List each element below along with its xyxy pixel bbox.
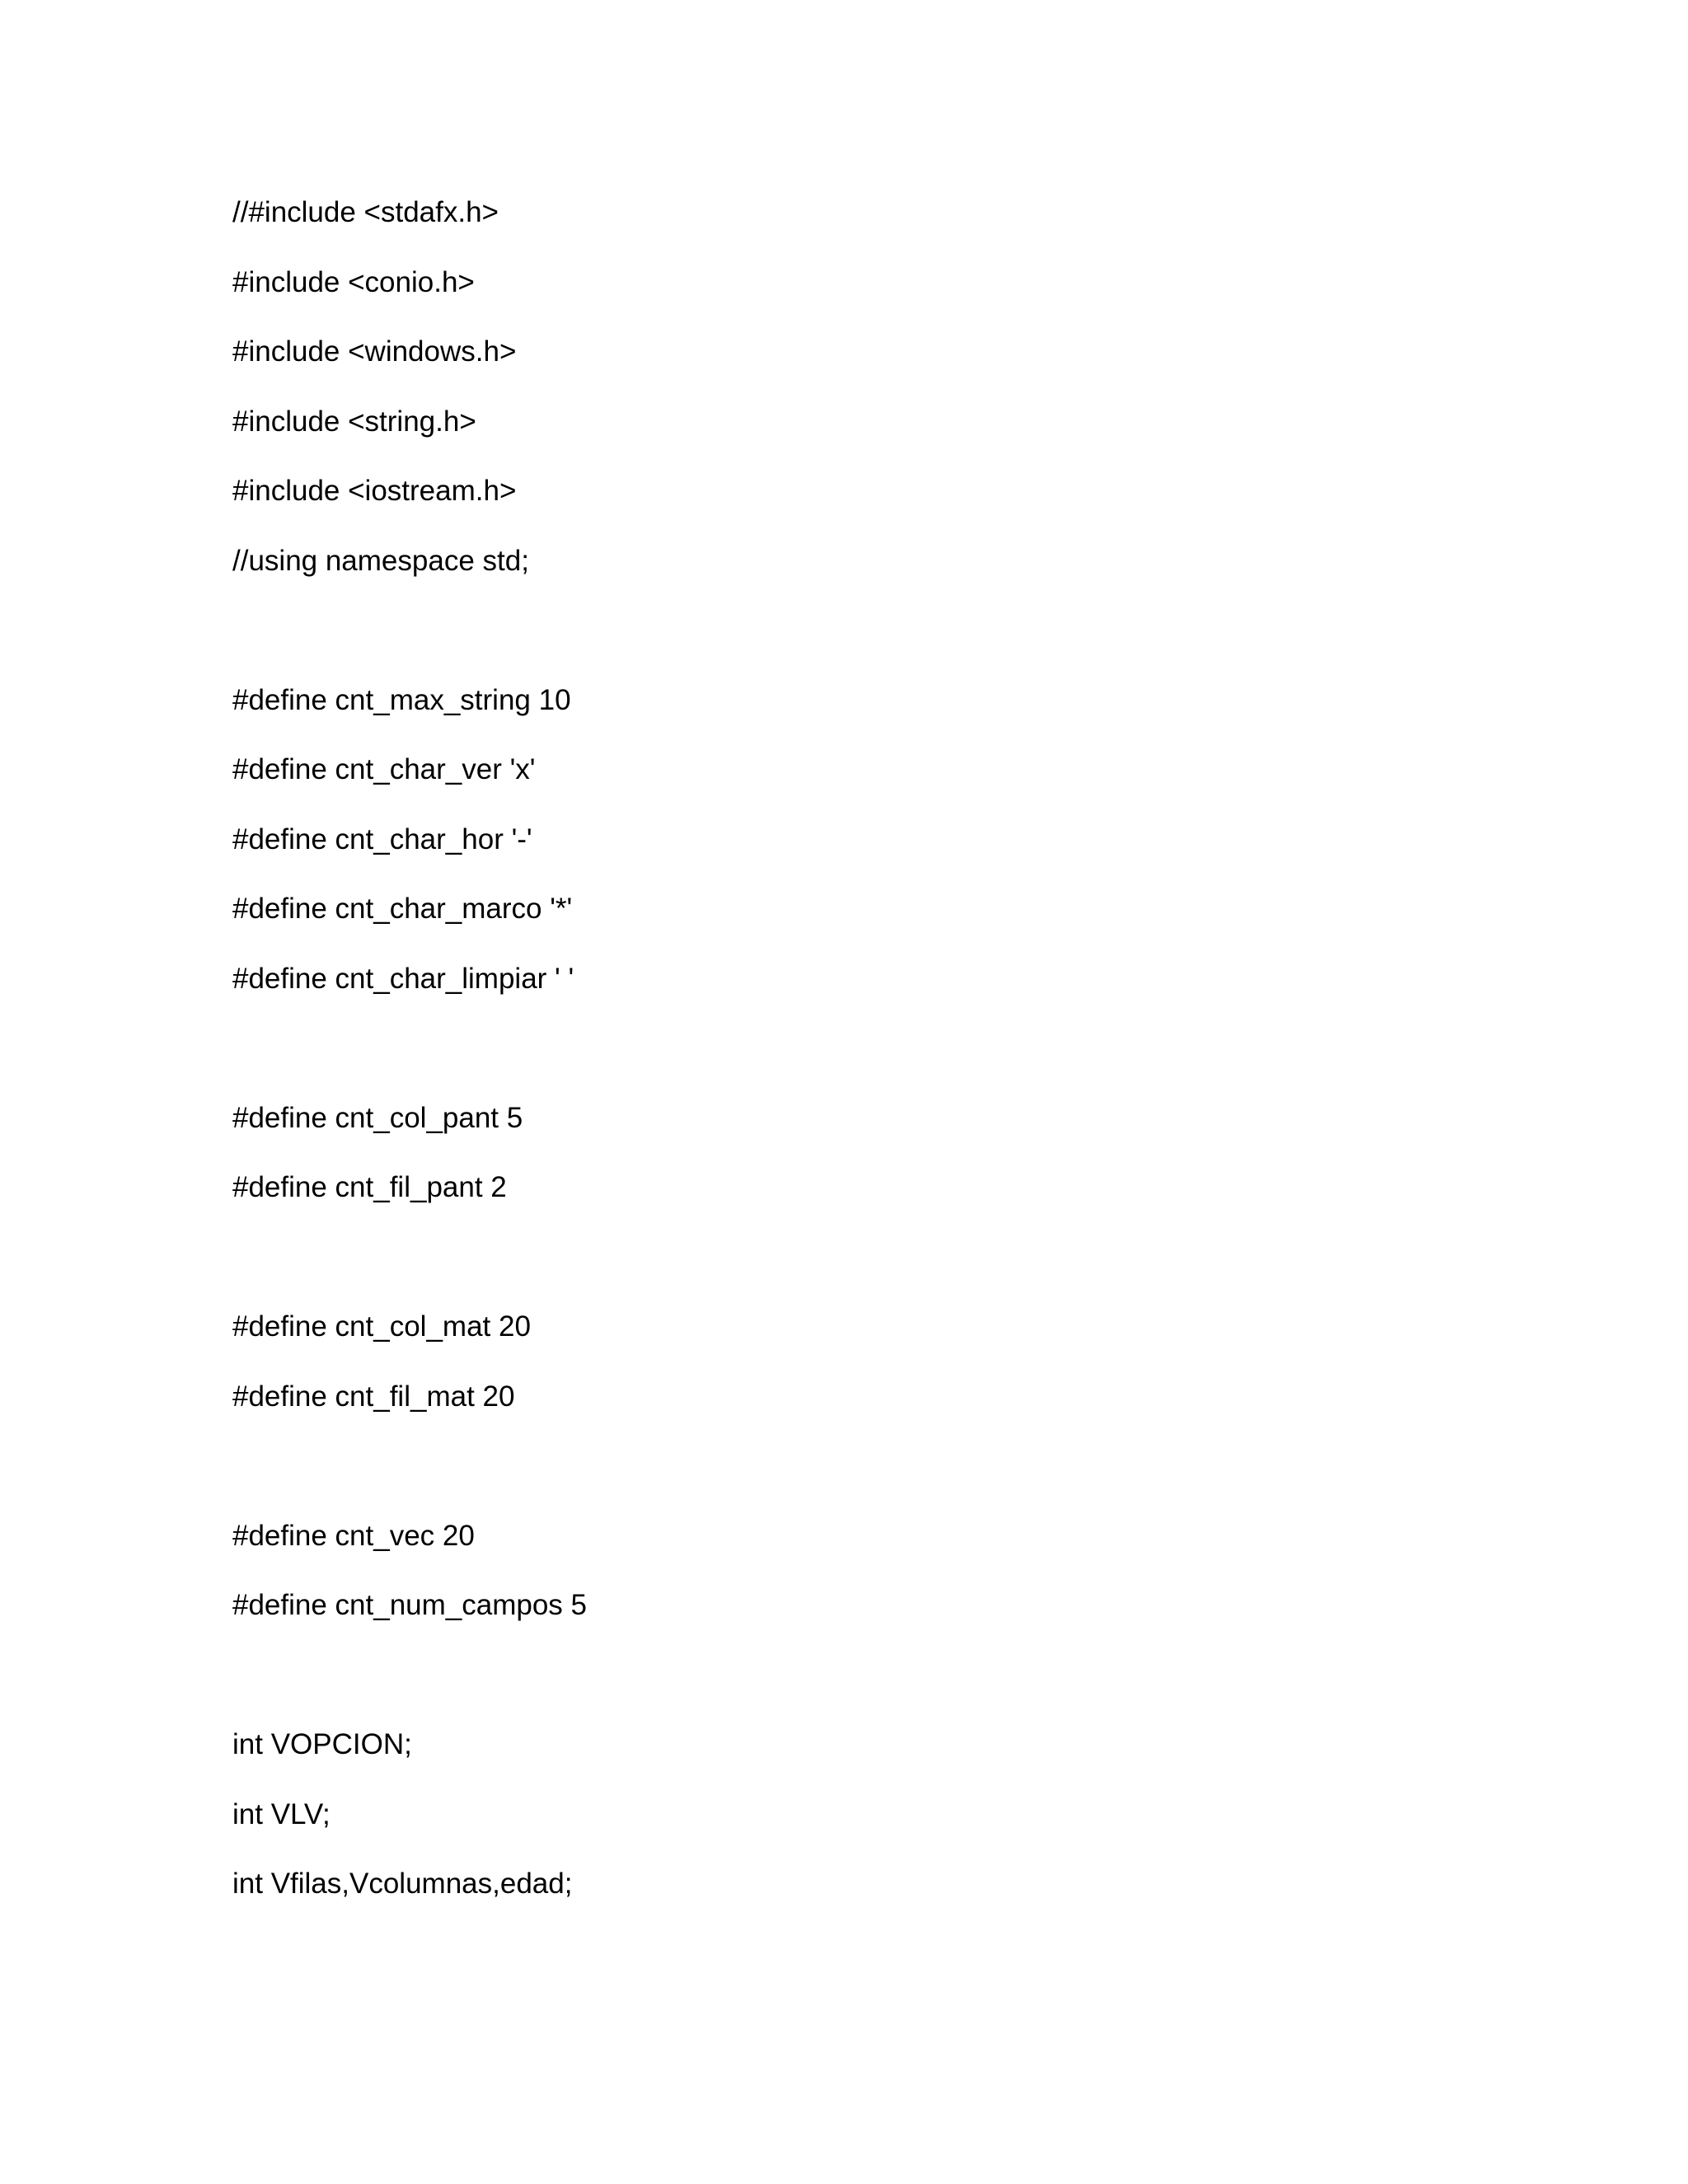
code-line-define-fil-mat: #define cnt_fil_mat 20 — [232, 1380, 515, 1413]
code-block — [232, 190, 1551, 1931]
code-line-include-stdafx: //#include <stdafx.h> — [232, 196, 499, 228]
code-line-blank — [232, 1443, 1551, 1513]
code-line-define-num-campos: #define cnt_num_campos 5 — [232, 1589, 587, 1621]
code-line-include-windows: #include <windows.h> — [232, 335, 517, 368]
code-line-int-vopcion: int VOPCION; — [232, 1728, 412, 1760]
code-line-blank — [232, 1652, 1551, 1722]
code-line-include-string: #include <string.h> — [232, 405, 476, 438]
code-line-int-vfilas: int Vfilas,Vcolumnas,edad; — [232, 1868, 573, 1900]
code-line-define-max-string: #define cnt_max_string 10 — [232, 683, 571, 716]
code-line-define-fil-pant: #define cnt_fil_pant 2 — [232, 1171, 507, 1203]
code-line-include-conio: #include <conio.h> — [232, 265, 475, 298]
code-line-int-vlv: int VLV; — [232, 1797, 331, 1830]
code-line-define-vec: #define cnt_vec 20 — [232, 1519, 475, 1552]
code-line-define-col-pant: #define cnt_col_pant 5 — [232, 1101, 523, 1134]
code-line-blank — [232, 1025, 1551, 1095]
code-line-define-char-limpiar: #define cnt_char_limpiar ' ' — [232, 962, 574, 995]
code-line-using-namespace: //using namespace std; — [232, 544, 529, 577]
code-line-include-iostream: #include <iostream.h> — [232, 475, 517, 507]
code-line-define-char-hor: #define cnt_char_hor '-' — [232, 823, 532, 855]
code-line-blank — [232, 607, 1551, 677]
code-line-define-col-mat: #define cnt_col_mat 20 — [232, 1310, 531, 1343]
code-line-blank — [232, 1235, 1551, 1305]
code-line-define-char-marco: #define cnt_char_marco '*' — [232, 893, 573, 925]
code-line-define-char-ver: #define cnt_char_ver 'x' — [232, 753, 536, 785]
